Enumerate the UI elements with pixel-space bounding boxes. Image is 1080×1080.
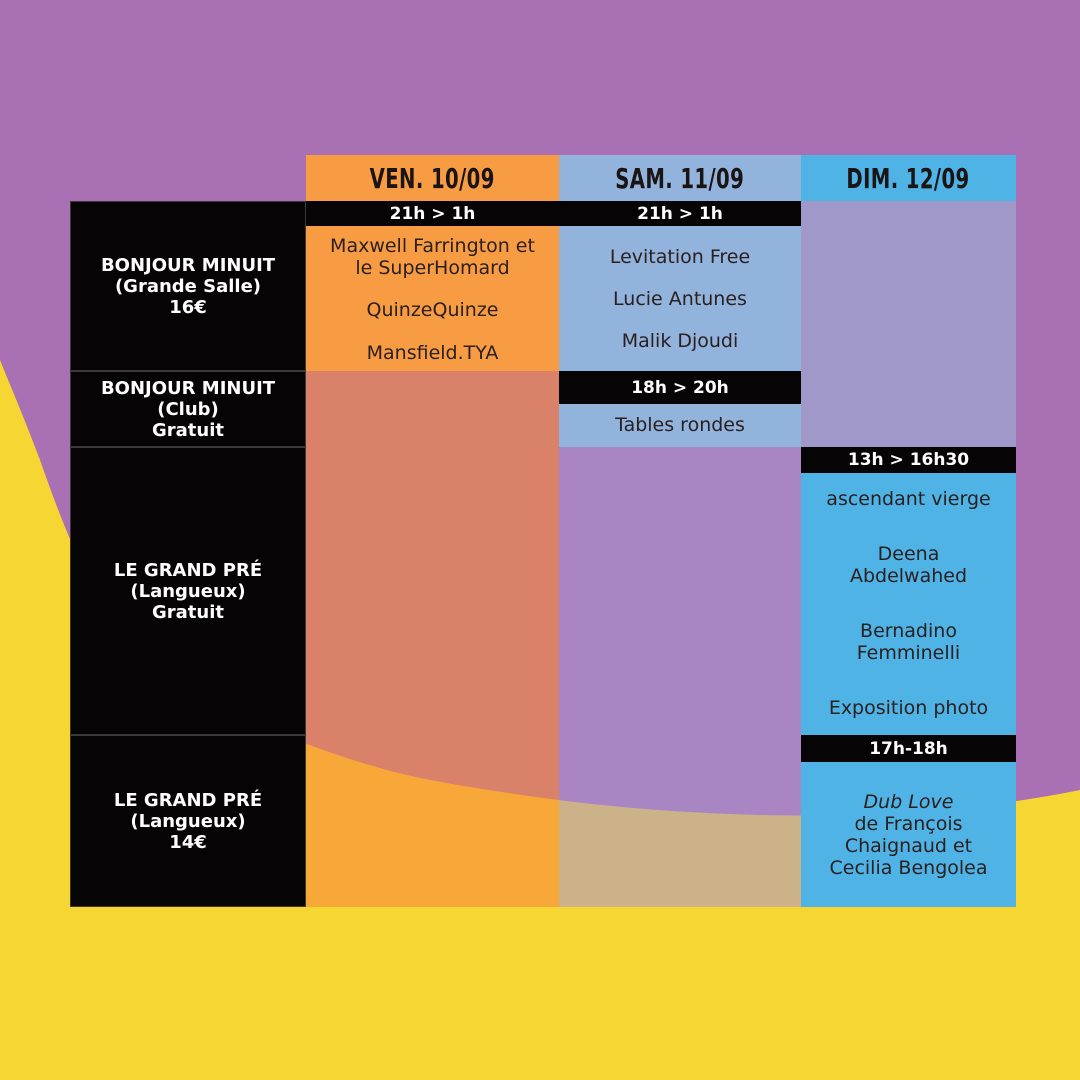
act-name: QuinzeQuinze: [366, 299, 499, 321]
act-name: Tables rondes: [615, 414, 745, 436]
venue-bonjour-minuit-grande-salle: [70, 201, 306, 371]
time-bar-sam-club: 18h > 20h: [559, 371, 801, 404]
venue-le-grand-pre-payant: [70, 735, 306, 907]
ven-column-bg: [306, 371, 559, 907]
show-credit-line: Cecilia Bengolea: [829, 857, 988, 879]
slot-dim-grand-pre-gratuit: [801, 473, 1016, 735]
day-header-ven-label: VEN. 10/09: [369, 161, 496, 195]
time-bar-dim-grand-pre-payant: 17h-18h: [801, 735, 1016, 762]
act-name: Lucie Antunes: [613, 288, 747, 310]
act-name: Bernadino: [860, 620, 957, 642]
act-name: Exposition photo: [828, 697, 989, 719]
act-name: ascendant vierge: [826, 488, 991, 510]
slot-sam-grande-salle: [559, 226, 801, 371]
time-bar-sam-grande-salle: 21h > 1h: [559, 201, 801, 226]
venue-room: (Club): [157, 398, 219, 420]
act-name: Malik Djoudi: [621, 330, 739, 352]
day-header-dim-label: DIM. 12/09: [846, 161, 971, 195]
slot-sam-club: [559, 404, 801, 447]
venue-bonjour-minuit-club: [70, 371, 306, 447]
slot-ven-grande-salle: [306, 226, 559, 371]
venue-price: 14€: [169, 831, 207, 853]
sam-column-bg: [559, 447, 801, 907]
day-header-dim: [801, 155, 1016, 201]
venue-room: (Grande Salle): [114, 275, 262, 297]
time-bar-ven-grande-salle: 21h > 1h: [306, 201, 559, 226]
act-name: Femminelli: [856, 642, 961, 664]
show-credit-line: de François: [854, 813, 963, 835]
act-name: le SuperHomard: [355, 257, 510, 279]
venue-name: BONJOUR MINUIT: [100, 254, 276, 276]
venue-price: Gratuit: [152, 601, 224, 623]
show-title: Dub Love: [863, 791, 954, 813]
act-name: Deena: [877, 543, 940, 565]
slot-dim-grand-pre-payant: [801, 762, 1016, 907]
act-name: Abdelwahed: [849, 565, 968, 587]
dim-column-bg: [801, 201, 1016, 447]
show-credit-line: Chaignaud et: [844, 835, 973, 857]
venue-name: LE GRAND PRÉ: [113, 559, 263, 581]
venue-price: Gratuit: [152, 419, 224, 441]
act-name: Levitation Free: [609, 246, 751, 268]
day-header-ven: [306, 155, 559, 201]
act-name: Maxwell Farrington et: [330, 235, 535, 257]
act-name: Mansfield.TYA: [366, 342, 499, 364]
venue-price: 16€: [169, 296, 207, 318]
venue-room: (Langueux): [130, 810, 246, 832]
time-bar-dim-grand-pre-gratuit: 13h > 16h30: [801, 447, 1016, 473]
venue-le-grand-pre-gratuit: [70, 447, 306, 735]
day-header-sam: [559, 155, 801, 201]
venue-name: LE GRAND PRÉ: [113, 789, 263, 811]
day-header-sam-label: SAM. 11/09: [615, 161, 745, 195]
venue-room: (Langueux): [130, 580, 246, 602]
venue-name: BONJOUR MINUIT: [100, 377, 276, 399]
